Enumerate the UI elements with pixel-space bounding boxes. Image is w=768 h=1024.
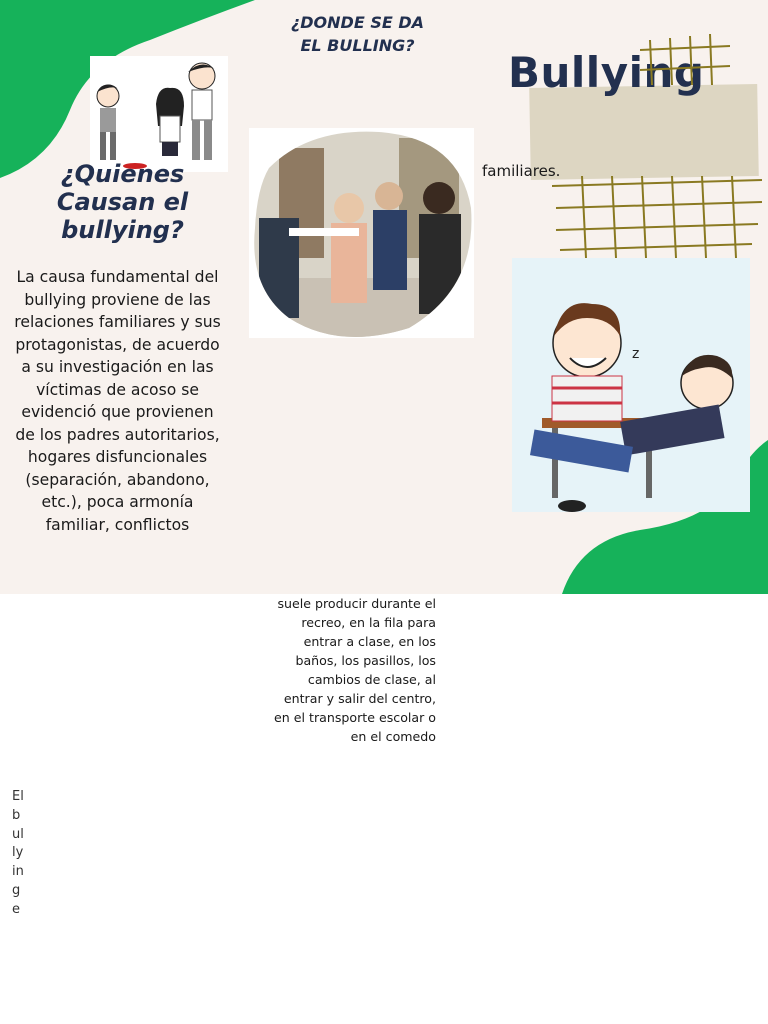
students-photo-image [249,128,474,338]
tape-decoration [529,84,759,180]
cartoon-bullying-kids-image [90,56,228,172]
where-heading: ¿DONDE SE DA EL BULLING? [290,13,425,55]
cartoon-desk-bully-image [512,258,750,512]
overflow-text: familiares. [482,162,561,180]
svg-text:z: z [632,346,640,362]
vertical-overflow-text: El bullying e [12,789,24,917]
where-body: suele producir durante el recreo, en la fila para entrar a clase, en los baños, los pasillos, los cambios de clase, al entrar y salir del centro, en el transporte escolar o en el comedo [274,596,436,744]
grid-doodle-top [640,30,730,90]
who-causes-body: La causa fundamental del bullying proviene de las relaciones familiares y sus protagonistas, de acuerdo a su investigación en las víctimas de acoso se evidenció que provienen de los padres autoritarios, hogares disfuncionales (separación, abandono, etc.), poca armonía familiar, conflictos [14,268,221,534]
who-causes-heading: ¿Quienes Causan el bullying? [56,160,189,244]
brochure-title: Bullying [508,48,705,97]
grid-doodle-bottom [552,176,762,258]
